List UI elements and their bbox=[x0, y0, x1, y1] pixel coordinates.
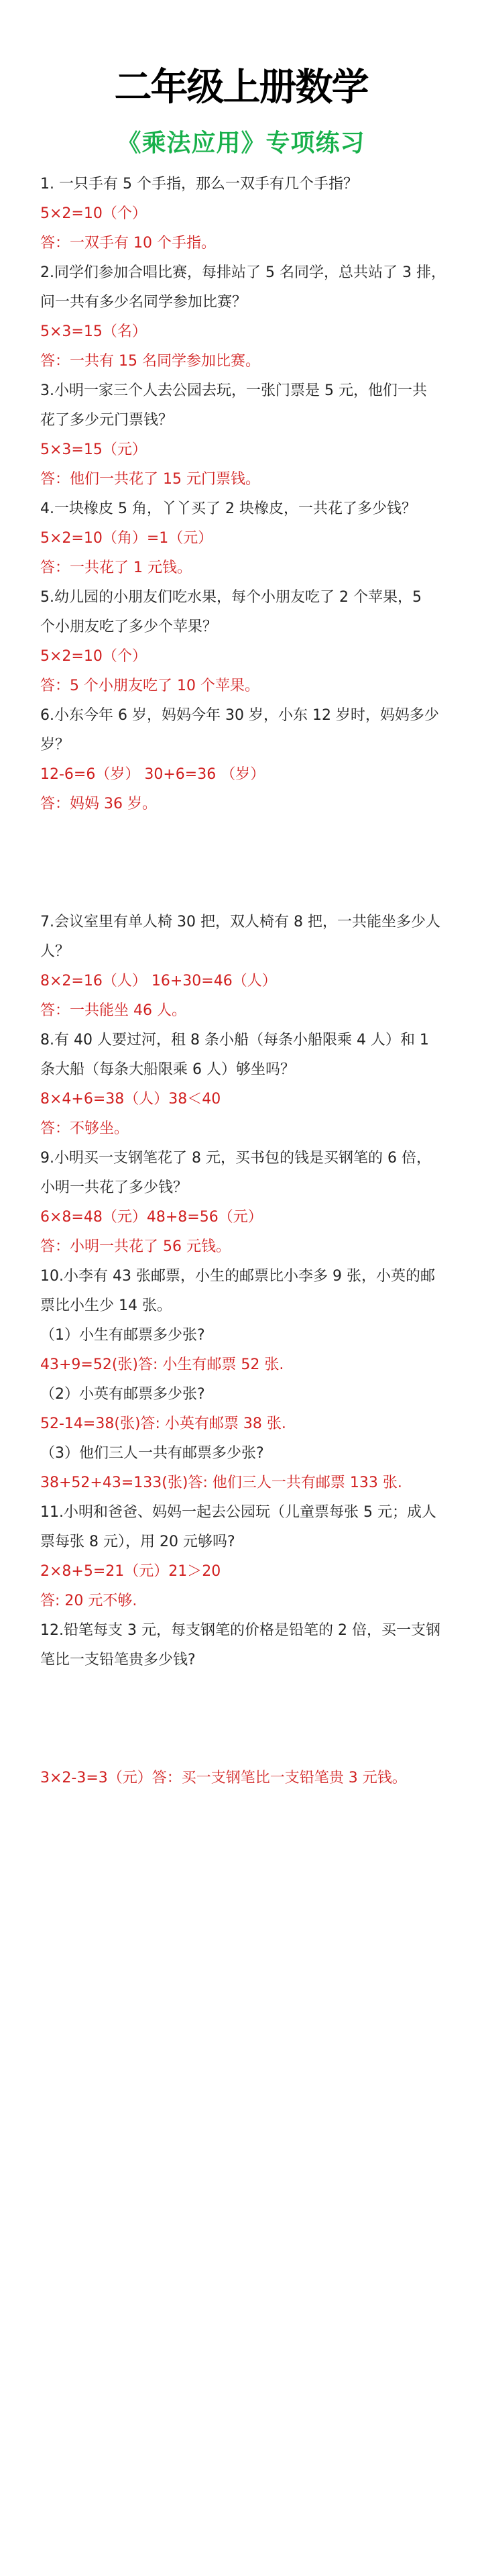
page-title: 二年级上册数学 bbox=[114, 66, 368, 109]
question-line: 花了多少元门票钱？ bbox=[40, 412, 174, 429]
answer-line: 答：一共有 15 名同学参加比赛。 bbox=[40, 353, 260, 370]
answer-line: 答：妈妈 36 岁。 bbox=[40, 796, 157, 812]
answer-line: 5×3=15（名） bbox=[40, 323, 147, 340]
answer-line: 答：一共花了 1 元钱。 bbox=[40, 559, 192, 576]
question-line: 问一共有多少名同学参加比赛？ bbox=[40, 294, 247, 311]
question-line: 票比小生少 14 张。 bbox=[40, 1297, 172, 1314]
question-line: 7.会议室里有单人椅 30 把，双人椅有 8 把，一共能坐多少人 bbox=[40, 914, 440, 930]
answer-line: 6×8=48（元）48+8=56（元） bbox=[40, 1209, 263, 1226]
answer-line: 5×3=15（元） bbox=[40, 441, 147, 458]
question-line: 3.小明一家三个人去公园去玩，一张门票是 5 元，他们一共 bbox=[40, 382, 427, 399]
question-line: 6.小东今年 6 岁，妈妈今年 30 岁，小东 12 岁时，妈妈多少 bbox=[40, 707, 439, 724]
answer-line: 8×2=16（人） 16+30=46（人） bbox=[40, 973, 277, 989]
question-line: 票每张 8 元），用 20 元够吗? bbox=[40, 1534, 235, 1550]
question-line: 笔比一支铅笔贵多少钱? bbox=[40, 1652, 196, 1668]
answer-line: 8×4+6=38（人）38＜40 bbox=[40, 1091, 221, 1108]
question-line: 9.小明买一支钢笔花了 8 元，买书包的钱是买钢笔的 6 倍， bbox=[40, 1150, 431, 1167]
answer-line: 3×2-3=3（元）答：买一支钢笔比一支铅笔贵 3 元钱。 bbox=[40, 1770, 407, 1786]
spacer bbox=[40, 1675, 449, 1764]
answer-line: 52-14=38(张)答: 小英有邮票 38 张. bbox=[40, 1415, 286, 1432]
page-subtitle: 《乘法应用》专项练习 bbox=[117, 129, 365, 157]
answer-line: 答：一共能坐 46 人。 bbox=[40, 1002, 186, 1019]
problem-list bbox=[40, 170, 449, 1793]
question-line: （1）小生有邮票多少张? bbox=[40, 1327, 205, 1344]
answer-line: 答：小明一共花了 56 元钱。 bbox=[40, 1238, 231, 1255]
question-line: 12.铅笔每支 3 元，每支钢笔的价格是铅笔的 2 倍，买一支钢 bbox=[40, 1622, 440, 1639]
question-line: （2）小英有邮票多少张? bbox=[40, 1386, 205, 1403]
answer-line: 5×2=10（个） bbox=[40, 648, 147, 665]
answer-line: 答：一双手有 10 个手指。 bbox=[40, 235, 216, 252]
question-line: 岁？ bbox=[40, 737, 70, 753]
answer-line: 5×2=10（角）=1（元） bbox=[40, 530, 213, 547]
answer-line: 答: 20 元不够. bbox=[40, 1593, 137, 1609]
answer-line: 答：他们一共花了 15 元门票钱。 bbox=[40, 471, 260, 488]
question-line: 5.幼儿园的小朋友们吃水果，每个小朋友吃了 2 个苹果，5 bbox=[40, 589, 422, 606]
answer-line: 答：5 个小朋友吃了 10 个苹果。 bbox=[40, 678, 259, 694]
question-line: 小明一共花了多少钱？ bbox=[40, 1179, 188, 1196]
question-line: 4.一块橡皮 5 角，丫丫买了 2 块橡皮，一共花了多少钱？ bbox=[40, 500, 416, 517]
answer-line: 38+52+43=133(张)答: 他们三人一共有邮票 133 张. bbox=[40, 1474, 402, 1491]
question-line: 2.同学们参加合唱比赛，每排站了 5 名同学，总共站了 3 排， bbox=[40, 264, 446, 281]
question-line: 条大船（每条大船限乘 6 人）够坐吗？ bbox=[40, 1061, 295, 1078]
answer-line: 5×2=10（个） bbox=[40, 205, 147, 222]
answer-line: 12-6=6（岁） 30+6=36 （岁） bbox=[40, 766, 265, 783]
question-line: 11.小明和爸爸、妈妈一起去公园玩（儿童票每张 5 元；成人 bbox=[40, 1504, 436, 1521]
question-line: （3）他们三人一共有邮票多少张? bbox=[40, 1445, 264, 1462]
question-line: 人？ bbox=[40, 943, 70, 960]
question-line: 8.有 40 人要过河，租 8 条小船（每条小船限乘 4 人）和 1 bbox=[40, 1032, 429, 1049]
question-line: 个小朋友吃了多少个苹果？ bbox=[40, 619, 218, 635]
answer-line: 答：不够坐。 bbox=[40, 1120, 129, 1137]
answer-line: 2×8+5=21（元）21＞20 bbox=[40, 1563, 221, 1580]
answer-line: 43+9=52(张)答: 小生有邮票 52 张. bbox=[40, 1356, 284, 1373]
question-line: 10.小李有 43 张邮票，小生的邮票比小李多 9 张，小英的邮 bbox=[40, 1268, 435, 1285]
question-line: 1. 一只手有 5 个手指，那么一双手有几个手指？ bbox=[40, 176, 358, 193]
spacer bbox=[40, 819, 449, 908]
